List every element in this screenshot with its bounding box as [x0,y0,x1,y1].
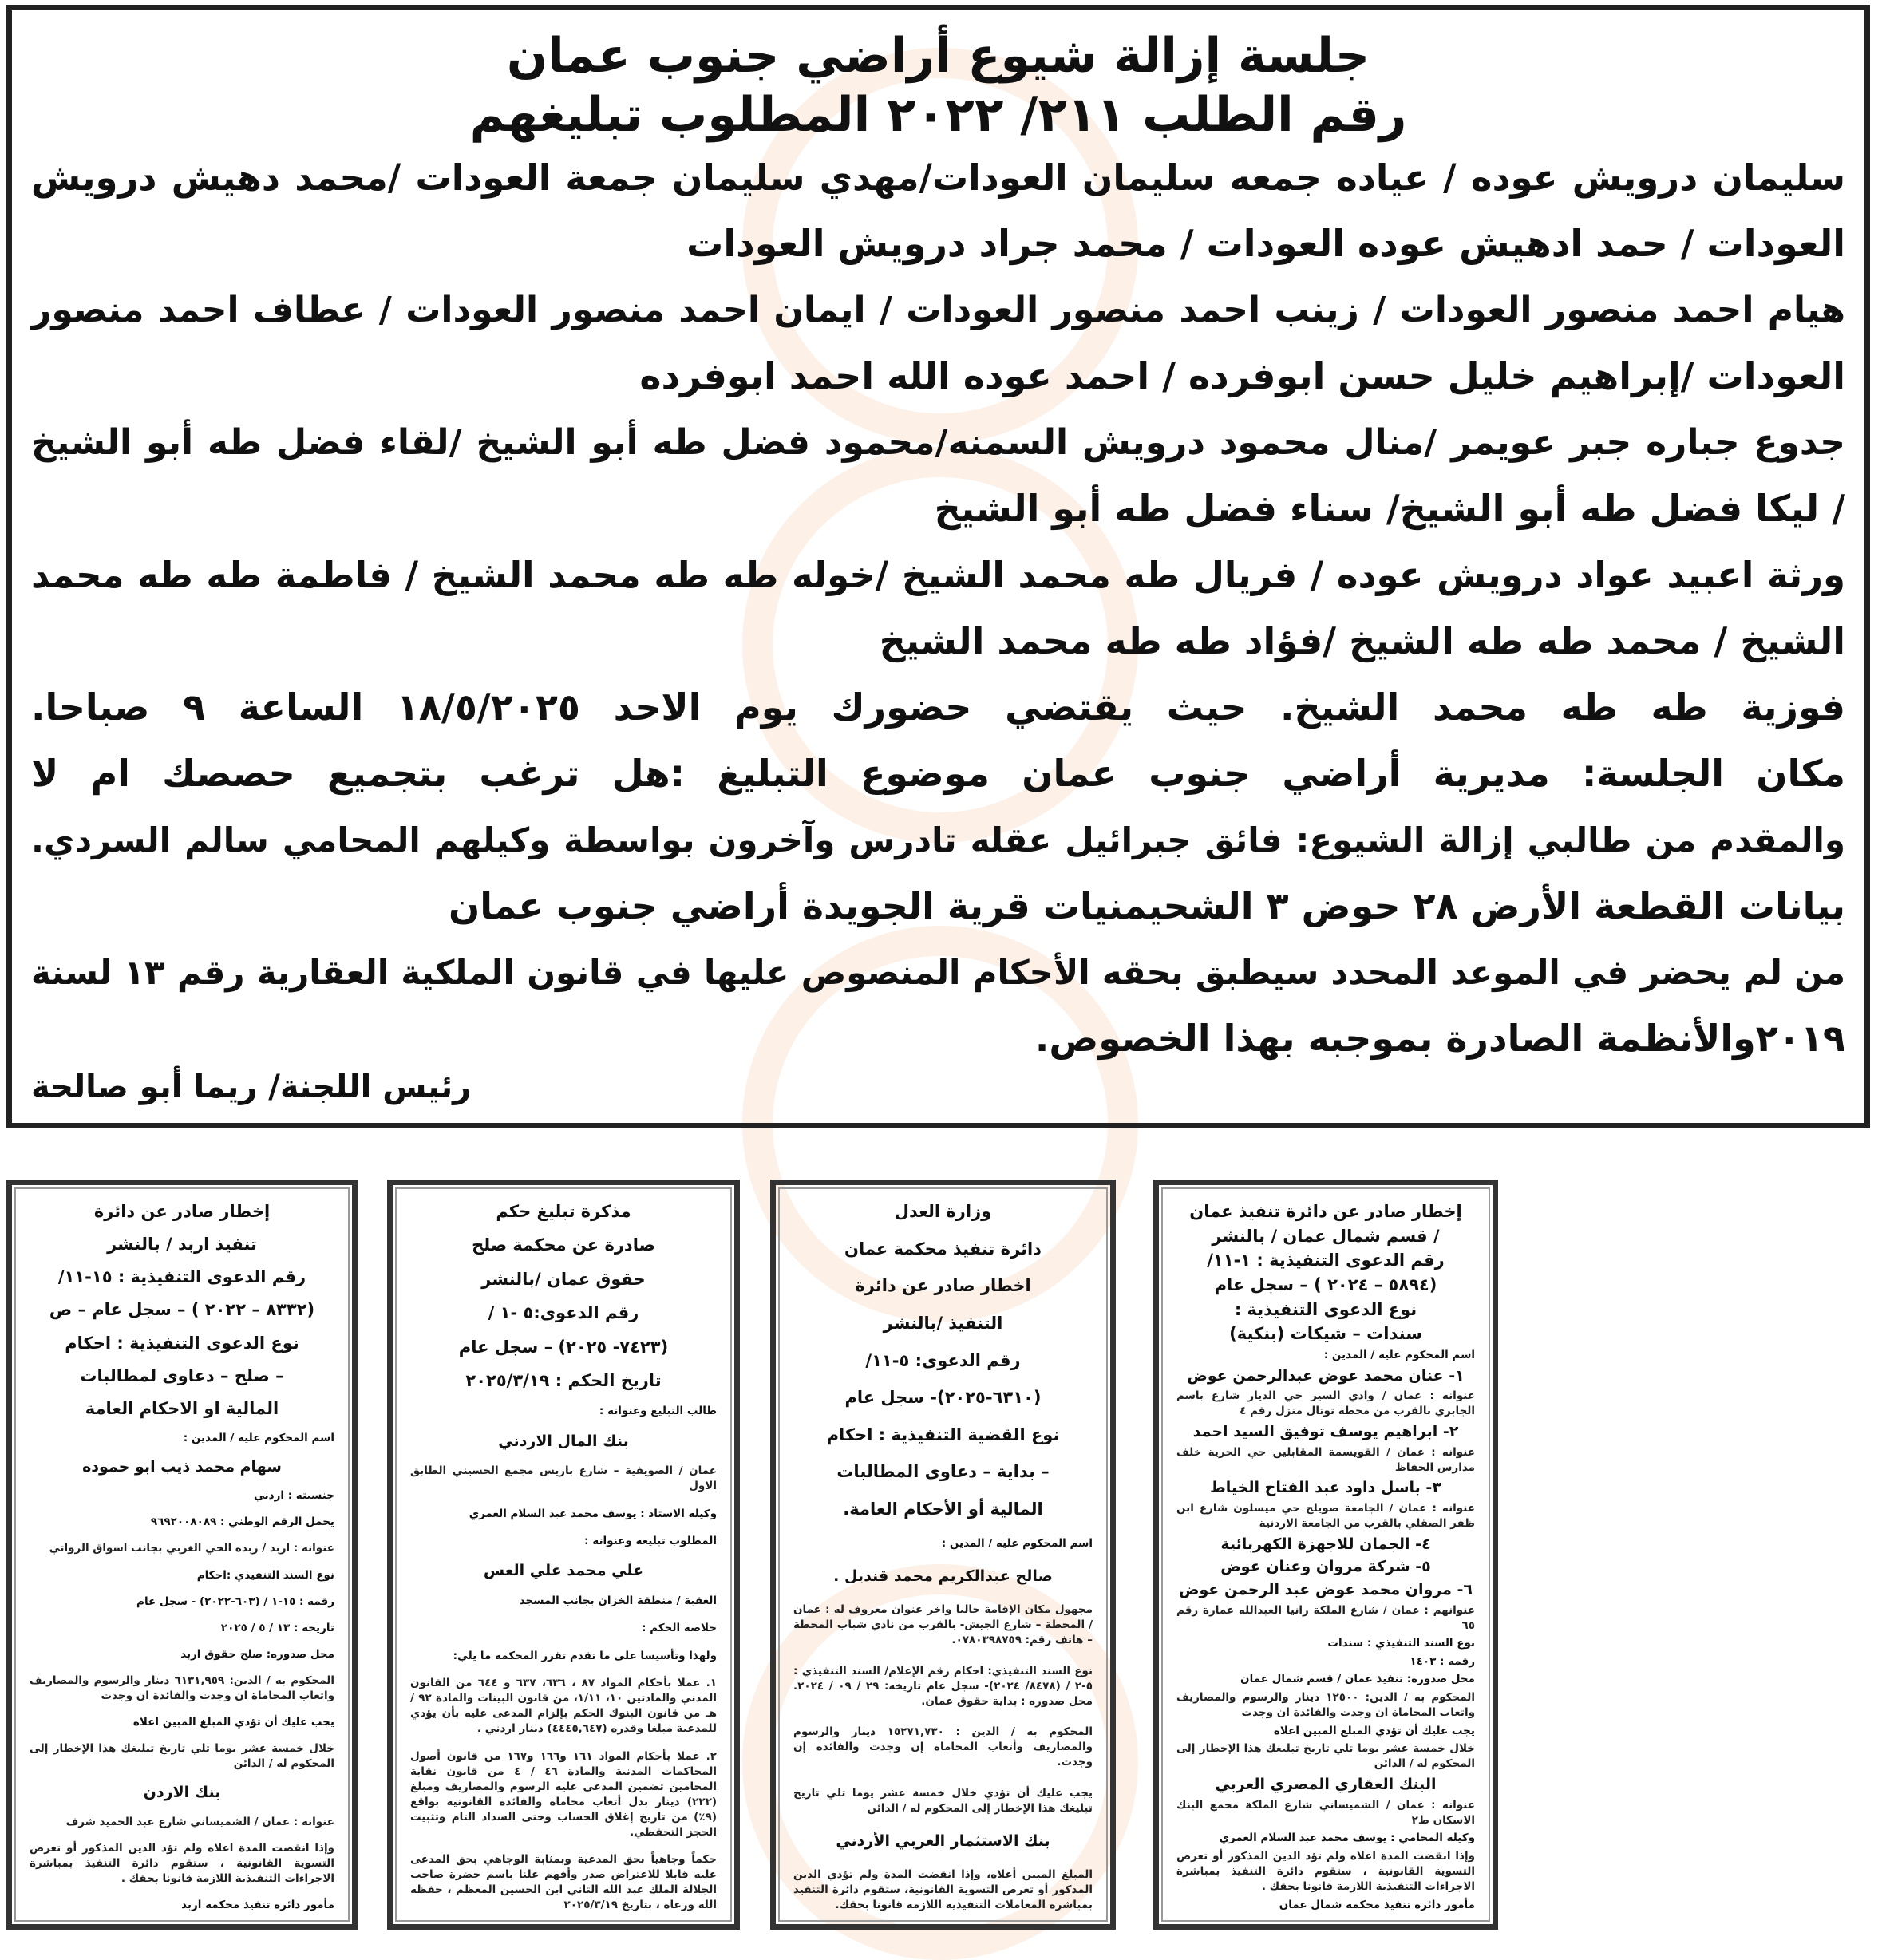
notice-field: اسم المحكوم عليه / المدين : [941,1536,1093,1550]
notice-field: رقمه : ١٤٠٣ [1410,1654,1475,1668]
notice-heading: تاريخ الحكم : ٢٠٢٥/٣/١٩ [465,1371,662,1391]
committee-signature: رئيس اللجنة/ ريما أبو صالحة [31,1069,472,1105]
notice-text-line: من لم يحضر في الموعد المحدد سيطبق بحقه الأحكام المنصوص عليها في قانون الملكية العقارية رقم ١٣ لسنة [31,953,1845,992]
notice-field: مأمور دائرة تنفيذ محكمة شمال عمان [1279,1898,1475,1911]
notice-field: وكيله المحامي : يوسف محمد عبد السلام العمري [1219,1832,1475,1845]
notice-field: محل صدوره: صلح حقوق اربد [180,1647,334,1661]
notice-heading: رقم الدعوى:٥ -١ / [488,1303,639,1323]
notice-judgment-notification [387,1180,740,1930]
notice-text-line: العودات / حمد ادهيش عوده العودات / محمد جراد درويش العودات [686,222,1845,265]
notice-heading: مذكرة تبليغ حكم [496,1202,631,1221]
notice-text-line: الشيخ / محمد طه طه الشيخ /فؤاد طه طه محمد الشيخ [879,619,1845,662]
notice-paragraph: وإذا انقضت المدة اعلاه ولم تؤد الدين المذكور أو تعرض التسوية القانونية ، ستقوم دائرة التنفيذ بمباشرة الاجراءات التنفيذية اللازمة قانونا بحقك . [1176,1850,1475,1894]
notice-heading: اخطار صادر عن دائرة [855,1276,1031,1296]
notice-heading: – صلح – دعاوى لمطالبات [80,1365,284,1385]
notice-title-line: رقم الطلب ٢١١/ ٢٠٢٢ المطلوب تبليغهم [469,87,1407,143]
notice-heading: تنفيذ اربد / بالنشر [107,1235,257,1255]
party-name: بنك الاستثمار العربي الأردني [836,1832,1050,1851]
notice-text-line: بيانات القطعة الأرض ٢٨ حوض ٣ الشحيمنيات قرية الجويدة أراضي جنوب عمان [449,884,1845,927]
party-name: ١- عنان محمد عوض عبدالرحمن عوض [1187,1366,1465,1385]
party-name: علي محمد علي العس [483,1562,644,1580]
notice-paragraph: المحكوم به / الدين: ٦١٣١,٩٥٩ دينار والرسوم والمصاريف واتعاب المحاماة ان وجدت والفائدة ان وجدت [30,1674,334,1702]
notice-heading: (٧٤٢٣- ٢٠٢٥) – سجل عام [458,1337,669,1357]
notice-field: خلاصة الحكم : [642,1622,717,1635]
notice-paragraph: عنوانهم : عمان / شارع الملكة رانيا العبدالله عمارة رقم ٦٥ [1176,1603,1475,1632]
notice-paragraph: ٢. عملا بأحكام المواد ١٦١ و١٦٦ و١٦٧ من قانون أصول المحاكمات المدنية والمادة ٤٦ / ٤ من قانون نقابة المحامين تضمين المدعى عليه الرسوم والمصاريف ومبلغ (٢٢٢) دينار بدل أتعاب محاماة والفائدة القانونية بواقع (٩٪) من تاريخ إغلاق الحساب وحتى السداد التام وتثبيت الحجز التحفظي. [410,1749,718,1839]
notice-field: يحمل الرقم الوطني : ٩٦٩٢٠٠٨٠٨٩ [150,1515,334,1529]
notice-field: يجب عليك أن تؤدي المبلغ المبين اعلاه [1273,1724,1475,1737]
notice-heading: رقم الدعوى التنفيذية : ١٥-١١/ [57,1267,306,1287]
notice-paragraph: عنوانه : عمان / وادي السير حي الديار شارع باسم الجابري بالقرب من محطة توتال منزل رقم ٤ [1176,1389,1475,1418]
notice-field: نوع السند التنفيذي :احكام [196,1568,334,1582]
notice-text-line: جدوع جباره جبر عويمر /منال محمود درويش السمنه/محمود فضل طه أبو الشيخ /لقاء فضل طه أبو الشيخ [31,422,1845,463]
notice-field: اسم المحكوم عليه / المدين : [1323,1348,1475,1361]
notice-field: ولهذا وتأسيسا على ما تقدم تقرر المحكمة ما يلي: [453,1649,717,1662]
notice-heading: نوع الدعوى التنفيذية : احكام [65,1333,299,1353]
party-name: ٢- ابراهيم يوسف توفيق السيد احمد [1192,1422,1459,1440]
notice-ministry-justice-amman [770,1180,1116,1930]
notice-heading: نوع الدعوى التنفيذية : [1234,1299,1417,1319]
notice-paragraph: نوع السند التنفيذي: احكام رقم الإعلام/ السند التنفيذي : ٥-٢ / (٨٤٧٨/ ٢٠٢٤)- سجل عام تاريخه: ٢٩ / ٠٩ / ٢٠٢٤. محل صدوره : بداية حقوق عمان. [793,1664,1093,1708]
notice-heading: رقم الدعوى التنفيذية : ١-١١/ [1207,1251,1445,1270]
notice-field: رقمه : ١٥-١ / (٦٠٣-٢٠٢٢) - سجل عام [136,1594,334,1608]
notice-text-line: ٢٠١٩والأنظمة الصادرة بموجبه بهذا الخصوص. [1034,1017,1845,1060]
notice-field: نوع السند التنفيذي : سندات [1327,1637,1475,1650]
party-name: صالح عبدالكريم محمد قنديل . [833,1567,1053,1586]
notice-text-line: والمقدم من طالبي إزالة الشيوع: فائق جبرائيل عقله تادرس وآخرون بواسطة وكيلهم المحامي سالم السردي. [31,820,1845,859]
notice-field: تاريخه : ١٣ / ٥ / ٢٠٢٥ [220,1621,334,1634]
notice-field: اسم المحكوم عليه / المدين : [183,1431,334,1444]
notice-text-line: / ليكا فضل طه أبو الشيخ/ سناء فضل طه أبو الشيخ [934,487,1845,530]
notice-field: جنسيته : اردني [253,1489,334,1503]
notice-paragraph: وإذا انقضت المدة اعلاه ولم تؤد الدين المذكور أو تعرض التسوية القانونية ، ستقوم دائرة التنفيذ بمباشرة الاجراءات التنفيذية اللازمة قانونا بحقك . [30,1841,334,1885]
notice-title-line: جلسة إزالة شيوع أراضي جنوب عمان [506,28,1370,84]
notice-paragraph: خلال خمسة عشر يوما تلي تاريخ تبليغك هذا الإخطار إلى المحكوم له / الدائن [1176,1742,1475,1771]
notice-text-line: هيام احمد منصور العودات / زينب احمد منصور العودات / ايمان احمد منصور العودات / عطاف احمد منصور [31,290,1845,330]
notice-paragraph: المحكوم به / الدين: ١٢٥٠٠ دينار والرسوم والمصاريف واتعاب المحاماة ان وجدت والفائدة ان وجدت [1176,1691,1475,1720]
notice-paragraph: عنوانه : عمان / الجامعة صويلح حي ميسلون شارع ابن ظفر الصقلي بالقرب من الجامعة الاردنية [1176,1501,1475,1530]
notice-heading: رقم الدعوى: ٥-١١/ [865,1350,1021,1370]
notice-heading: المالية أو الأحكام العامة. [843,1500,1043,1519]
notice-field: المطلوب تبليغه وعنوانه : [584,1535,717,1548]
notice-heading: حقوق عمان /بالنشر [481,1269,646,1289]
notice-heading: (٨٣٣٢ – ٢٠٢٢ ) – سجل عام – ص [49,1300,315,1320]
party-name: سهام محمد ذيب ابو حموده [82,1458,282,1476]
notice-paragraph: خلال خمسة عشر يوما تلي تاريخ تبليغك هذا الإخطار إلى المحكوم له / الدائن [30,1742,334,1771]
notice-text-line: سليمان درويش عوده / عياده جمعه سليمان العودات/مهدي سليمان جمعة العودات /محمد دهيش درويش [31,156,1845,199]
notice-paragraph: عنوانه : عمان / القويسمة المقابلين حي الحرية خلف مدارس الحفاظ [1176,1445,1475,1474]
notice-paragraph: يجب عليك أن تؤدي خلال خمسة عشر يوما تلي تاريخ تبليغك هذا الإخطار إلى المحكوم له / الدائن [793,1786,1093,1815]
notice-paragraph: المبلغ المبين أعلاه، وإذا انقضت المدة ولم تؤدي الدين المذكور أو تعرض التسوية القانونية، ستقوم دائرة التنفيذ بمباشرة المعاملات التنفيذية اللازمة قانونا بحقك. [793,1868,1093,1911]
party-name: ٥- شركة مروان وعنان عوض [1220,1558,1431,1576]
notice-heading: التنفيذ /بالنشر [883,1313,1003,1333]
notice-paragraph: ١. عملا بأحكام المواد ٨٧ ، ٦٣٦، ٦٣٧ و ٦٤٤ من القانون المدني والمادتين ١٠، ١/١١، من قانون البينات والمادة ٩٢ /هـ من قانون البنوك الحكم بإلزام المدعى عليه بأن يؤدي للمدعية مبلغا وقدره (٤٤٤٥,٦٤٧) دينار اردني . [410,1677,717,1736]
notice-field: وكيله الاستاذ : يوسف محمد عبد السلام العمري [469,1507,717,1520]
notice-paragraph: عنوانه : اربد / زبده الحي الغربي بجانب اسواق الزواتي [49,1542,334,1555]
notice-text-line: العودات /إبراهيم خليل حسن ابوفرده / احمد عوده الله احمد ابوفرده [639,354,1845,397]
notice-amman-north-execution [1153,1180,1498,1930]
party-name: ٤- الجمان للاجهزة الكهربائية [1220,1535,1431,1553]
notice-heading: المالية او الاحكام العامة [85,1398,279,1418]
party-name: بنك المال الاردني [498,1432,629,1450]
land-partition-notice [6,5,1870,1128]
notice-heading: نوع القضية التنفيذية : احكام [826,1425,1060,1444]
notice-paragraph: مجهول مكان الإقامة حاليا واخر عنوان معروف له : عمان / المحطة – شارع الجيش- بالقرب من نادي شباب المحطة – هاتف رقم: ٠٧٨٠٣٩٨٧٥٩. [793,1602,1093,1646]
notice-paragraph: حكماً وجاهياً بحق المدعية وبمثابة الوجاهي بحق المدعى عليه قابلا للاعتراض صدر وأفهم علنا باسم حضرة صاحب الجلالة الملك عبد الله الثاني ابن الحسين المعظم ، حفظه الله ورعاه ، بتاريخ ٢٠٢٥/٣/١٩ [410,1852,717,1911]
party-name: بنك الاردن [143,1784,221,1802]
notice-heading: دائرة تنفيذ محكمة عمان [844,1239,1042,1259]
notice-irbid-execution [6,1180,358,1930]
notice-field: العقبة / منطقة الخزان بجانب المسجد [519,1594,717,1607]
notice-paragraph: المحكوم به / الدين : ١٥٢٧١,٧٣٠ دينار والرسوم والمصاريف وأتعاب المحاماة إن وجدت والفائدة إن وجدت. [793,1725,1093,1769]
notice-paragraph: عمان / الصويفية – شارع باريس مجمع الحسيني الطابق الاول [410,1464,717,1493]
notice-field: مأمور دائرة تنفيذ محكمة اربد [181,1898,334,1911]
party-name: ٦- مروان محمد عوض عبد الرحمن عوض [1178,1580,1473,1598]
notice-heading: (٦٣١٠-٢٠٢٥)- سجل عام [844,1388,1042,1408]
notice-paragraph: عنوانه : عمان / الشميساني شارع الملكة مجمع البنك الاسكان ط٢ [1176,1798,1475,1827]
notice-heading: وزارة العدل [894,1202,992,1221]
notice-field: محل صدوره: تنفيذ عمان / قسم شمال عمان [1240,1673,1475,1686]
party-name: ٣- باسل داود عبد الفتاح الخياط [1210,1479,1441,1497]
notice-field: طالب التبليغ وعنوانه : [599,1405,717,1418]
party-name: البنك العقاري المصري العربي [1215,1776,1437,1794]
notice-heading: إخطار صادر عن دائرة [93,1202,271,1221]
notice-heading: إخطار صادر عن دائرة تنفيذ عمان [1189,1202,1462,1221]
notice-text-line: ورثة اعبيد عواد درويش عوده / فريال طه محمد الشيخ /خوله طه طه محمد الشيخ / فاطمة طه طه محمد [31,554,1845,596]
notice-heading: صادرة عن محكمة صلح [472,1235,655,1255]
notice-heading: / قسم شمال عمان / بالنشر [1212,1226,1440,1246]
notice-heading: – بداية – دعاوى المطالبات [836,1462,1050,1482]
notice-text-line: فوزية طه طه محمد الشيخ. حيث يقتضي حضورك يوم الاحد ١٨/٥/٢٠٢٥ الساعة ٩ صباحا. [31,686,1845,729]
notice-heading: سندات – شيكات (بنكية) [1229,1324,1422,1344]
notice-heading: (٥٨٩٤ – ٢٠٢٤ ) – سجل عام [1214,1274,1437,1294]
notice-paragraph: عنوانه : عمان / الشميساني شارع عبد الحميد شرف [65,1815,334,1828]
notice-field: يجب عليك أن تؤدي المبلغ المبين اعلاه [132,1716,334,1729]
notice-text-line: مكان الجلسة: مديرية أراضي جنوب عمان موضوع التبليغ :هل ترغب بتجميع حصصك ام لا [31,752,1845,795]
